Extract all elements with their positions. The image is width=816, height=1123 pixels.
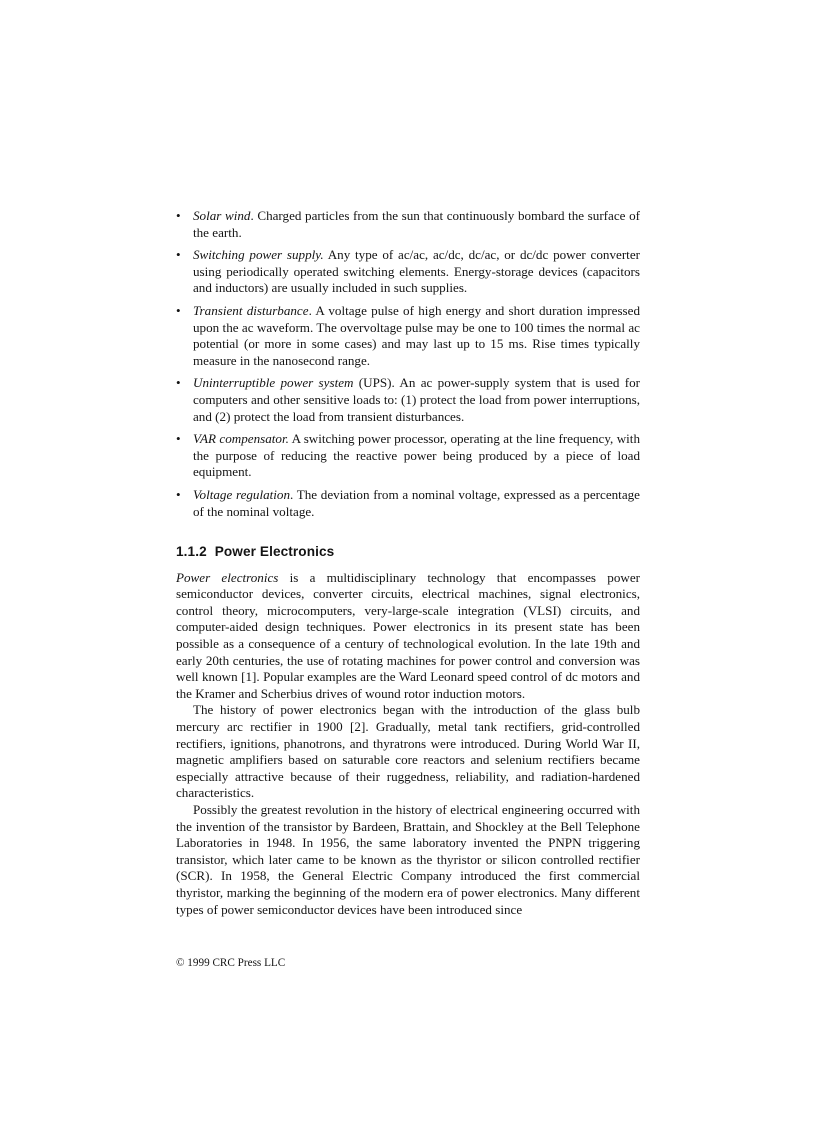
paragraph-intro — [176, 570, 640, 703]
definition-term: Switching power supply. — [193, 247, 324, 263]
section-heading — [176, 544, 640, 561]
definition-term: Voltage regulation — [193, 486, 291, 502]
definition-text: Any type of ac/ac, ac/dc, dc/ac, or dc/dc power converter using periodically operated switching elements. Energy-storage devices (capacitors and inductors) are usually included in such supplies. — [193, 247, 640, 296]
bullet-icon: • — [176, 247, 181, 263]
bullet-icon: • — [176, 302, 181, 318]
bullet-icon: • — [176, 486, 181, 502]
definition-text: (UPS). An ac power-supply system that is used for computers and other sensitive loads to: (1) protect the load from power interruptions, and (2) protect the load from transient disturbances. — [193, 375, 640, 424]
definition-item-ups — [176, 375, 640, 425]
bullet-icon: • — [176, 208, 181, 223]
definition-item-voltage-regulation — [176, 487, 640, 520]
copyright-footer: © 1999 CRC Press LLC — [176, 957, 286, 969]
definition-term: Uninterruptible power system — [193, 375, 354, 391]
paragraph-text: is a multidisciplinary technology that encompasses power semiconductor devices, converter circuits, electrical machines, signal electronics, control theory, microcomputers, very-large-scale integration (VLSI) circuits, and computer-aided design techniques. Power electronics in its present state has been possible as a consequence of a century of technological evolution. In the late 19th and early 20th centuries, the use of rotating machines for power control and conversion was well known [1]. Popular examples are the Ward Leonard speed control of dc motors and the Kramer and Scherbius drives of wound rotor induction motors. — [176, 569, 640, 701]
definitions-list — [176, 208, 640, 520]
page-body — [176, 208, 640, 918]
paragraph-history: The history of power electronics began with the introduction of the glass bulb mercury arc rectifier in 1900 [2]. Gradually, metal tank rectifiers, grid-controlled rectifiers, ignitions, phanotrons, and thyratrons were introduced. During World War II, magnetic amplifiers based on saturable core reactors and selenium rectifiers became especially attractive because of their ruggedness, reliability, and radiation-hardened characteristics. — [176, 702, 640, 801]
definition-term: Solar wind — [193, 208, 251, 223]
definition-item-var-compensator — [176, 431, 640, 481]
definition-separator: . — [308, 302, 312, 318]
paragraph-revolution: Possibly the greatest revolution in the history of electrical engineering occurred with the invention of the transistor by Bardeen, Brattain, and Shockley at the Bell Telephone Laboratories in 1948. In 1956, the same laboratory invented the PNPN triggering transistor, which later came to be known as the thyristor or silicon controlled rectifier (SCR). In 1958, the General Electric Company introduced the first commercial thyristor, marking the beginning of the modern era of power electronics. Many different types of power semiconductor devices have been introduced since — [176, 802, 640, 917]
definition-term: VAR compensator. — [193, 431, 289, 447]
definition-separator: . — [290, 486, 294, 502]
definition-text: A switching power processor, operating at the line frequency, with the purpose of reducing the reactive power being produced by a piece of load equipment. — [193, 431, 640, 480]
definition-text: Charged particles from the sun that continuously bombard the surface of the earth. — [193, 208, 640, 240]
section-number: 1.1.2 — [176, 544, 207, 560]
bullet-icon: • — [176, 375, 181, 391]
definition-item-transient-disturbance — [176, 303, 640, 369]
bullet-icon: • — [176, 431, 181, 447]
definition-item-switching-power-supply — [176, 247, 640, 297]
paragraph-term: Power electronics — [176, 569, 279, 585]
definition-term: Transient disturbance — [193, 302, 309, 318]
section-title: Power Electronics — [214, 544, 335, 560]
definition-text: The deviation from a nominal voltage, expressed as a percentage of the nominal voltage. — [193, 486, 640, 519]
definition-separator: . — [250, 208, 254, 223]
definition-text: A voltage pulse of high energy and short duration impressed upon the ac waveform. The overvoltage pulse may be one to 100 times the normal ac potential (or more in some cases) and may last up to 15 ms. Rise times typically measure in the nanosecond range. — [193, 302, 640, 368]
definition-item-solar-wind — [176, 208, 640, 241]
